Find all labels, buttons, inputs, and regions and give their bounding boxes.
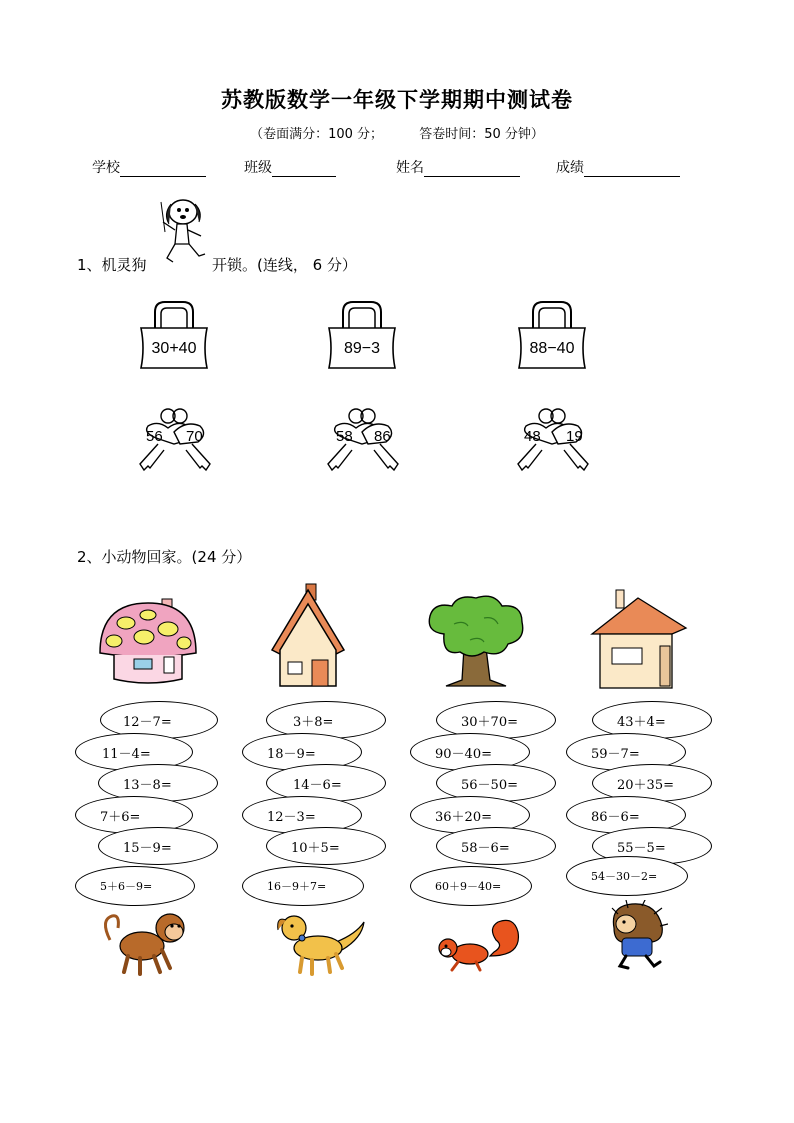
equation-text: 12－3= bbox=[267, 809, 316, 825]
lock[interactable] bbox=[323, 298, 401, 376]
key-pair[interactable] bbox=[134, 406, 220, 480]
key-number: 70 bbox=[186, 428, 203, 445]
q2-label: 2、小动物回家。(24 分） bbox=[77, 548, 252, 566]
equation-text: 56－50= bbox=[461, 777, 518, 793]
equation-text: 13－8= bbox=[123, 777, 172, 793]
equation-ellipse[interactable] bbox=[266, 827, 386, 865]
grade-label: 成绩 bbox=[556, 160, 584, 176]
school-label: 学校 bbox=[92, 160, 120, 176]
equation-text: 12－7= bbox=[123, 714, 172, 730]
equation-text: 20＋35= bbox=[617, 777, 674, 793]
key-number: 48 bbox=[524, 428, 541, 445]
equation-text: 3＋8= bbox=[293, 714, 334, 730]
exam-meta bbox=[0, 123, 794, 142]
equation-text: 86－6= bbox=[591, 809, 640, 825]
equation-text: 18－9= bbox=[267, 746, 316, 762]
equation-ellipse[interactable] bbox=[436, 827, 556, 865]
equation-text: 36＋20= bbox=[435, 809, 492, 825]
equation-text: 59－7= bbox=[591, 746, 640, 762]
monkey-icon bbox=[100, 910, 192, 976]
equation-text: 5＋6－9= bbox=[100, 880, 153, 893]
key-pair[interactable] bbox=[322, 406, 408, 480]
equation-text: 10＋5= bbox=[291, 840, 340, 856]
equation-text: 60＋9－40= bbox=[435, 880, 502, 893]
lock[interactable] bbox=[513, 298, 591, 376]
keys-icon bbox=[322, 406, 408, 476]
cottage-icon bbox=[590, 588, 688, 690]
school-field[interactable] bbox=[92, 157, 206, 177]
name-field[interactable] bbox=[396, 157, 520, 177]
equation-text: 30＋70= bbox=[461, 714, 518, 730]
lock-icon bbox=[135, 298, 213, 372]
lock[interactable] bbox=[135, 298, 213, 376]
name-label: 姓名 bbox=[396, 160, 424, 176]
equation-text: 90－40= bbox=[435, 746, 492, 762]
lock-label: 88−40 bbox=[529, 340, 575, 357]
squirrel-icon bbox=[432, 916, 524, 974]
hedgehog-icon bbox=[604, 900, 668, 970]
equation-ellipse[interactable] bbox=[242, 866, 364, 906]
key-pair[interactable] bbox=[512, 406, 598, 480]
equation-text: 58－6= bbox=[461, 840, 510, 856]
key-number: 58 bbox=[336, 428, 353, 445]
mushroom-house-icon bbox=[96, 595, 200, 687]
score-note: （卷面满分：100 分； bbox=[250, 127, 384, 142]
lock-label: 89−3 bbox=[343, 340, 381, 357]
class-field[interactable] bbox=[244, 157, 336, 177]
lock-icon bbox=[513, 298, 591, 372]
lock-label: 30+40 bbox=[151, 340, 197, 357]
orange-roof-house-icon bbox=[268, 582, 348, 688]
equation-ellipse[interactable] bbox=[98, 827, 218, 865]
equation-text: 11－4= bbox=[102, 746, 151, 762]
equation-ellipse[interactable] bbox=[410, 866, 532, 906]
q1-suffix: 开锁。(连线， 6 分） bbox=[212, 256, 357, 274]
equation-text: 14－6= bbox=[293, 777, 342, 793]
key-number: 56 bbox=[146, 428, 163, 445]
equation-text: 55－5= bbox=[617, 840, 666, 856]
equation-text: 7＋6= bbox=[100, 809, 141, 825]
page-title: 苏教版数学一年级下学期期中测试卷 bbox=[221, 87, 573, 112]
time-note: 答卷时间：50 分钟） bbox=[419, 127, 544, 142]
tree-icon bbox=[424, 594, 528, 690]
key-number: 86 bbox=[374, 428, 391, 445]
equation-text: 15－9= bbox=[123, 840, 172, 856]
class-label: 班级 bbox=[244, 160, 272, 176]
equation-text: 54－30－2= bbox=[591, 870, 658, 883]
clever-dog-icon bbox=[155, 192, 211, 268]
equation-ellipse[interactable] bbox=[566, 856, 688, 896]
lock-icon bbox=[323, 298, 401, 372]
q1-prefix: 1、机灵狗 bbox=[77, 256, 147, 274]
dog-icon bbox=[272, 908, 370, 976]
equation-ellipse[interactable] bbox=[75, 866, 195, 906]
equation-text: 43＋4= bbox=[617, 714, 666, 730]
key-number: 19 bbox=[566, 428, 583, 445]
grade-field[interactable] bbox=[556, 157, 680, 177]
equation-text: 16－9＋7= bbox=[267, 880, 327, 893]
